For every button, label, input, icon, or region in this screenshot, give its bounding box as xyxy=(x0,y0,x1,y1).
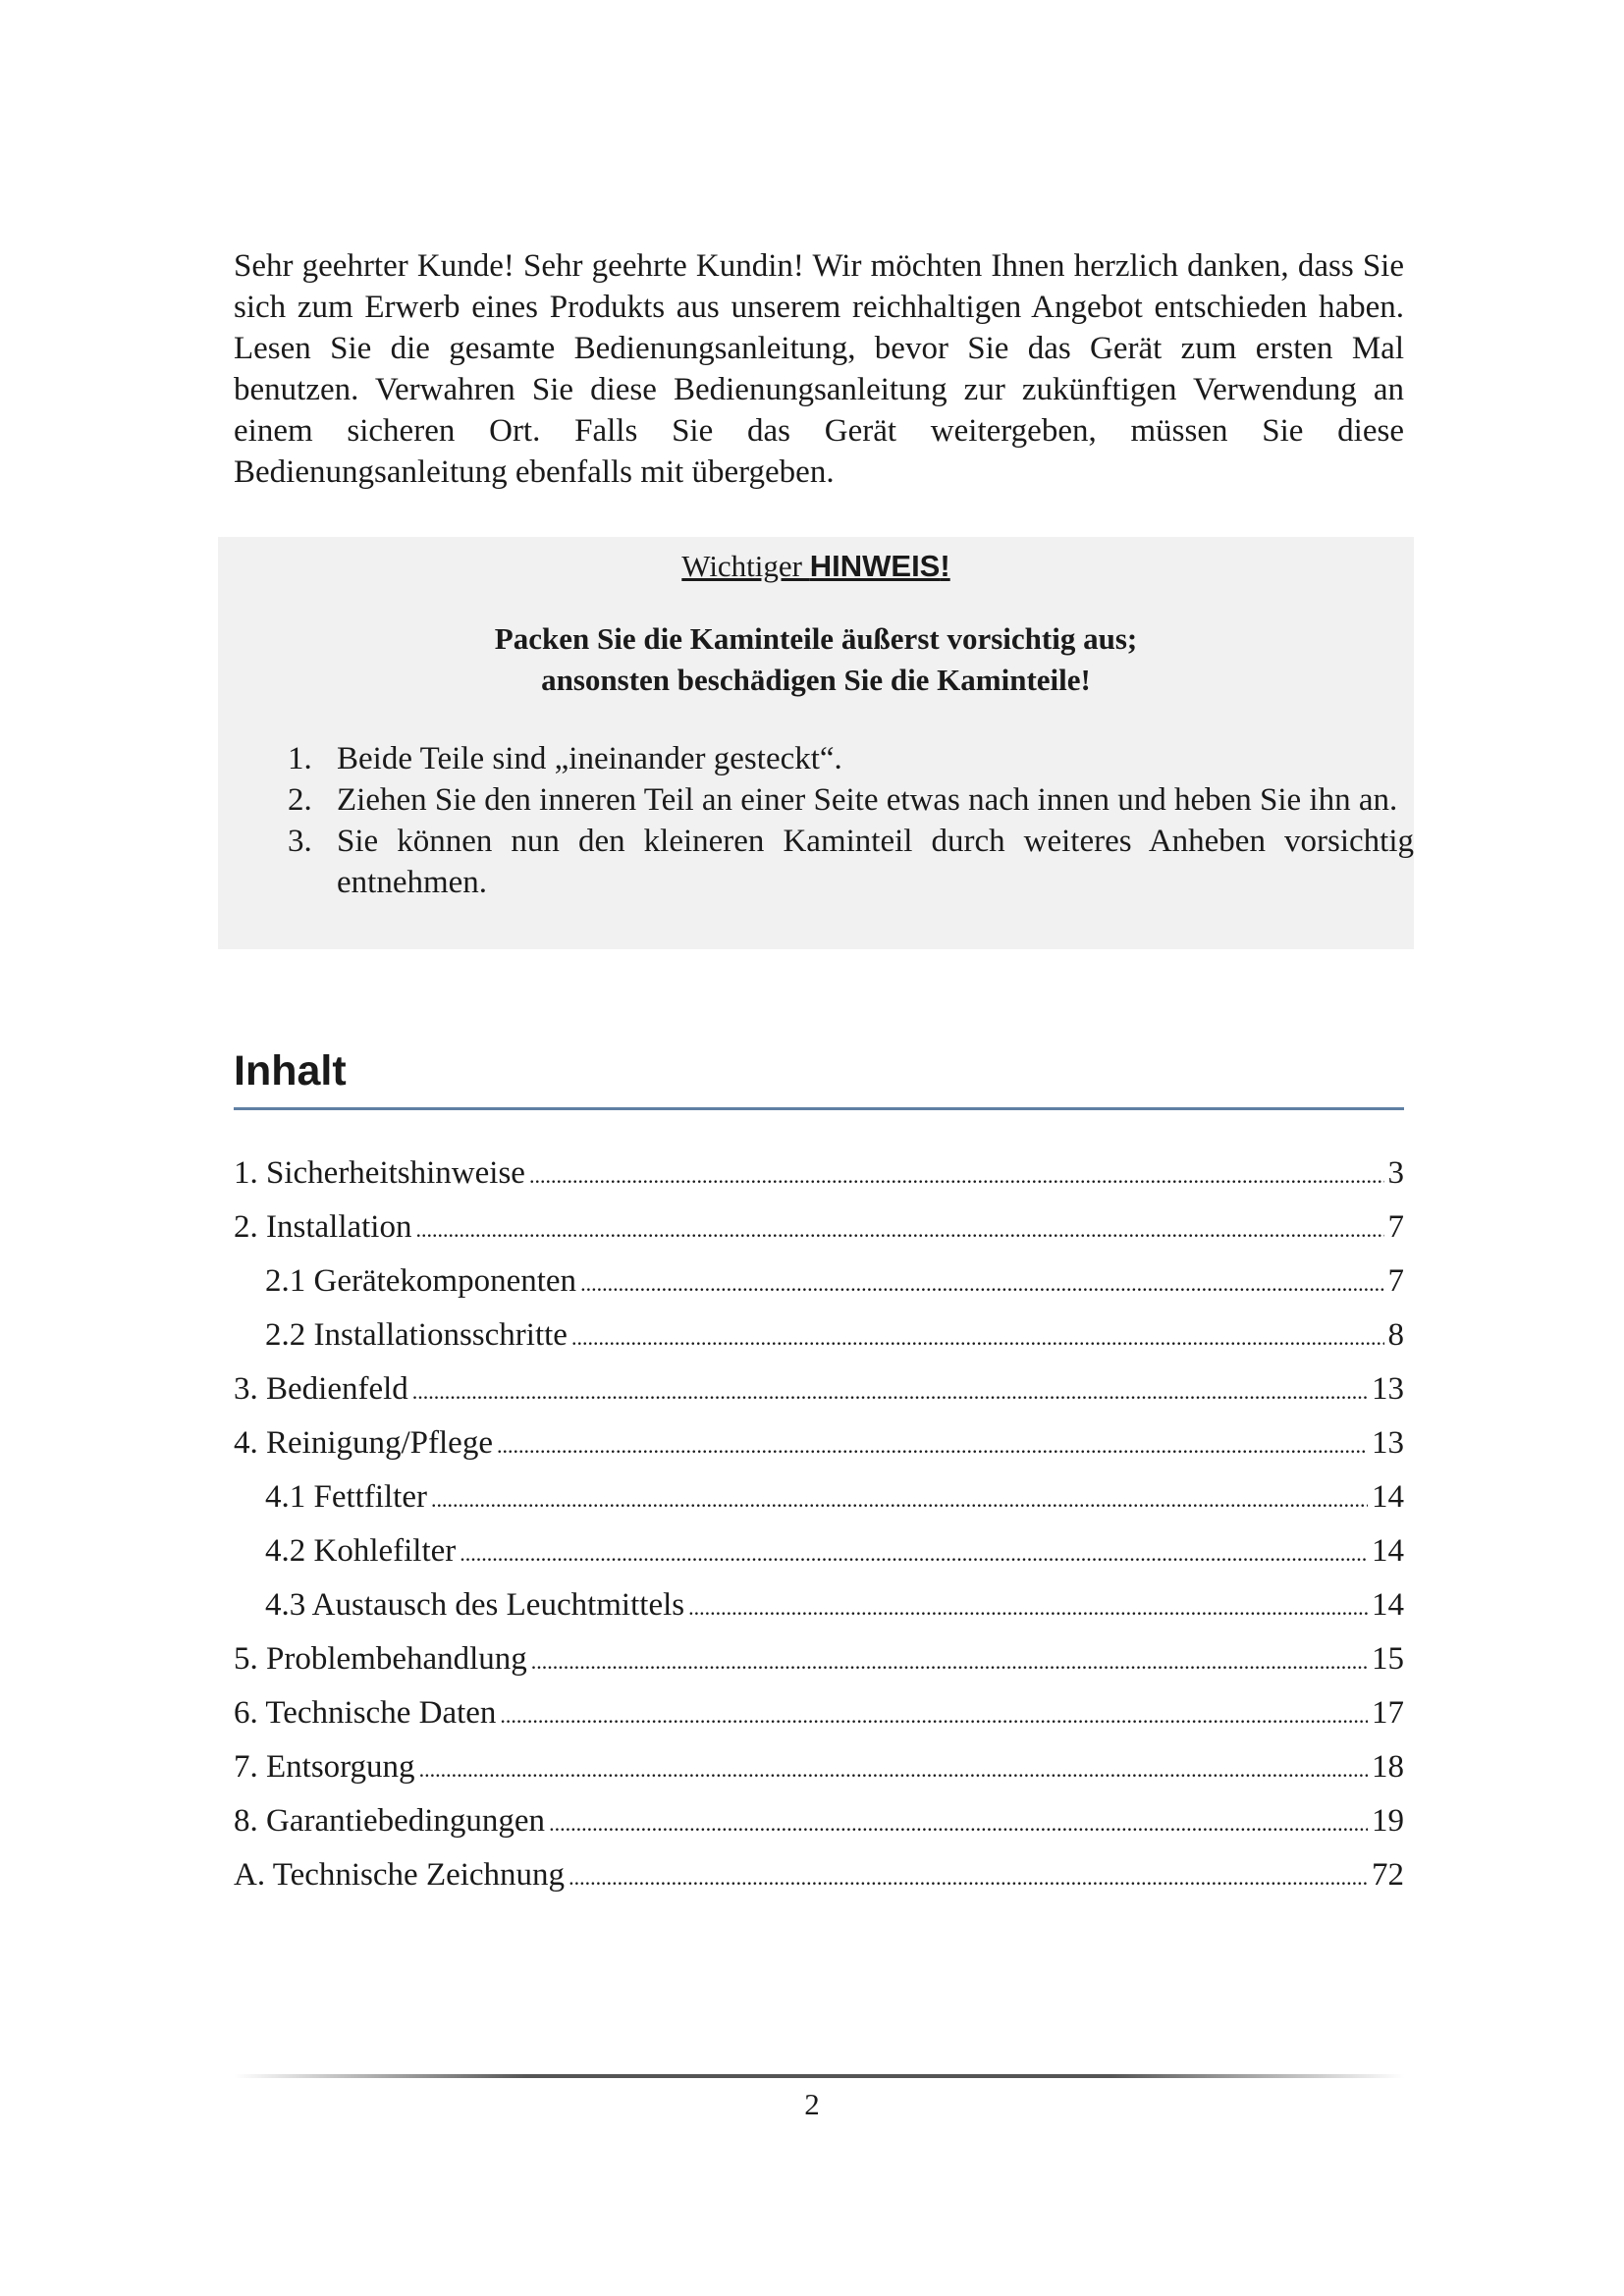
toc-entry-label: 8. Garantiebedingungen xyxy=(234,1803,546,1839)
toc-leader-dots xyxy=(500,1688,1368,1742)
toc-entry-page: 19 xyxy=(1372,1803,1404,1839)
step-number: 3. xyxy=(288,824,312,859)
toc-leader-dots xyxy=(529,1148,1384,1202)
toc-entry-page: 3 xyxy=(1387,1155,1404,1191)
toc-subentry[interactable] xyxy=(234,1308,1404,1362)
toc-leader-dots xyxy=(531,1634,1368,1688)
toc-entry[interactable] xyxy=(234,1632,1404,1686)
toc-entry-label: A. Technische Zeichnung xyxy=(234,1857,566,1893)
toc-heading: Inhalt xyxy=(234,1047,347,1095)
toc-entry[interactable] xyxy=(234,1686,1404,1740)
toc-entry-page: 8 xyxy=(1387,1317,1404,1353)
toc-entry[interactable] xyxy=(234,1740,1404,1794)
step-text: Sie können nun den kleineren Kaminteil durch weiteres Anheben vorsichtig entnehmen. xyxy=(337,824,1414,900)
toc-heading-rule xyxy=(234,1107,1404,1110)
toc-leader-dots xyxy=(568,1850,1368,1904)
toc-subentry[interactable] xyxy=(234,1524,1404,1578)
step-text: Beide Teile sind „ineinander gesteckt“. xyxy=(337,741,842,776)
toc-entry-label: 1. Sicherheitshinweise xyxy=(234,1155,525,1191)
toc-entry-page: 7 xyxy=(1387,1209,1404,1245)
toc-entry-label: 2.1 Gerätekomponenten xyxy=(265,1263,577,1299)
notice-title-emphasis: HINWEIS xyxy=(809,549,941,583)
toc-entry-page: 14 xyxy=(1372,1587,1404,1623)
notice-warning xyxy=(218,618,1414,701)
toc-entry-label: 4.3 Austausch des Leuchtmittels xyxy=(265,1587,685,1623)
step-text: Ziehen Sie den inneren Teil an einer Seite etwas nach innen und heben Sie ihn an. xyxy=(337,782,1398,818)
notice-title xyxy=(218,547,1414,586)
toc-leader-dots xyxy=(431,1472,1368,1526)
toc-entry-label: 2.2 Installationsschritte xyxy=(265,1317,568,1353)
toc-leader-dots xyxy=(460,1526,1368,1580)
notice-title-prefix: Wichtiger xyxy=(681,549,810,583)
toc-entry[interactable] xyxy=(234,1362,1404,1416)
toc-leader-dots xyxy=(688,1580,1368,1634)
toc-entry-page: 13 xyxy=(1372,1371,1404,1407)
step-number: 1. xyxy=(288,741,312,776)
toc-leader-dots xyxy=(412,1364,1368,1418)
toc-leader-dots xyxy=(415,1202,1383,1256)
toc-entry[interactable] xyxy=(234,1201,1404,1255)
toc-entry-label: 2. Installation xyxy=(234,1209,412,1245)
toc-entry-label: 7. Entsorgung xyxy=(234,1749,415,1785)
page-number: 2 xyxy=(804,2087,820,2121)
toc-entry-page: 18 xyxy=(1372,1749,1404,1785)
toc-entry-page: 17 xyxy=(1372,1695,1404,1731)
intro-paragraph: Sehr geehrter Kunde! Sehr geehrte Kundin! Wir möchten Ihnen herzlich danken, dass Sie sich zum Erwerb eines Produkts aus unserem reichhaltigen Angebot entschieden haben. Lesen Sie die gesamte Bedienungsanleitung, bevor Sie das Gerät zum ersten Mal benutzen. Verwahren Sie diese Bedienungsanleitung zur zukünftigen Verwendung an einem sicheren Ort. Falls Sie das Gerät weitergeben, müssen Sie diese Bedienungsanleitung ebenfalls mit übergeben. xyxy=(234,248,1404,490)
notice-box xyxy=(218,537,1414,949)
toc-leader-dots xyxy=(549,1796,1368,1850)
unpacking-step xyxy=(234,821,1414,903)
toc-entry-label: 4. Reinigung/Pflege xyxy=(234,1425,493,1461)
toc-leader-dots xyxy=(497,1418,1368,1472)
unpacking-step xyxy=(234,779,1414,821)
toc-entry-label: 4.2 Kohlefilter xyxy=(265,1533,457,1569)
toc-entry-label: 5. Problembehandlung xyxy=(234,1641,527,1677)
footer-rule xyxy=(234,2074,1404,2078)
toc-entry-page: 72 xyxy=(1372,1857,1404,1893)
notice-title-suffix: ! xyxy=(940,549,950,583)
step-number: 2. xyxy=(288,782,312,818)
toc-leader-dots xyxy=(571,1310,1384,1364)
toc-entry-label: 3. Bedienfeld xyxy=(234,1371,408,1407)
toc-entry[interactable] xyxy=(234,1848,1404,1902)
toc-leader-dots xyxy=(580,1256,1383,1310)
toc-entry-page: 15 xyxy=(1372,1641,1404,1677)
table-of-contents xyxy=(234,1147,1404,1902)
unpacking-step xyxy=(234,738,1414,779)
unpacking-steps-list xyxy=(234,738,1414,903)
toc-entry-page: 14 xyxy=(1372,1479,1404,1515)
notice-warning-line-1: Packen Sie die Kaminteile äußerst vorsichtig aus; xyxy=(494,621,1138,656)
toc-entry[interactable] xyxy=(234,1416,1404,1470)
notice-warning-line-2: ansonsten beschädigen Sie die Kaminteile! xyxy=(541,663,1091,697)
toc-entry-page: 7 xyxy=(1387,1263,1404,1299)
toc-entry[interactable] xyxy=(234,1147,1404,1201)
toc-leader-dots xyxy=(419,1742,1368,1796)
toc-entry-label: 4.1 Fettfilter xyxy=(265,1479,427,1515)
toc-entry[interactable] xyxy=(234,1794,1404,1848)
toc-entry-label: 6. Technische Daten xyxy=(234,1695,497,1731)
toc-subentry[interactable] xyxy=(234,1255,1404,1308)
toc-subentry[interactable] xyxy=(234,1578,1404,1632)
toc-subentry[interactable] xyxy=(234,1470,1404,1524)
toc-entry-page: 14 xyxy=(1372,1533,1404,1569)
toc-entry-page: 13 xyxy=(1372,1425,1404,1461)
